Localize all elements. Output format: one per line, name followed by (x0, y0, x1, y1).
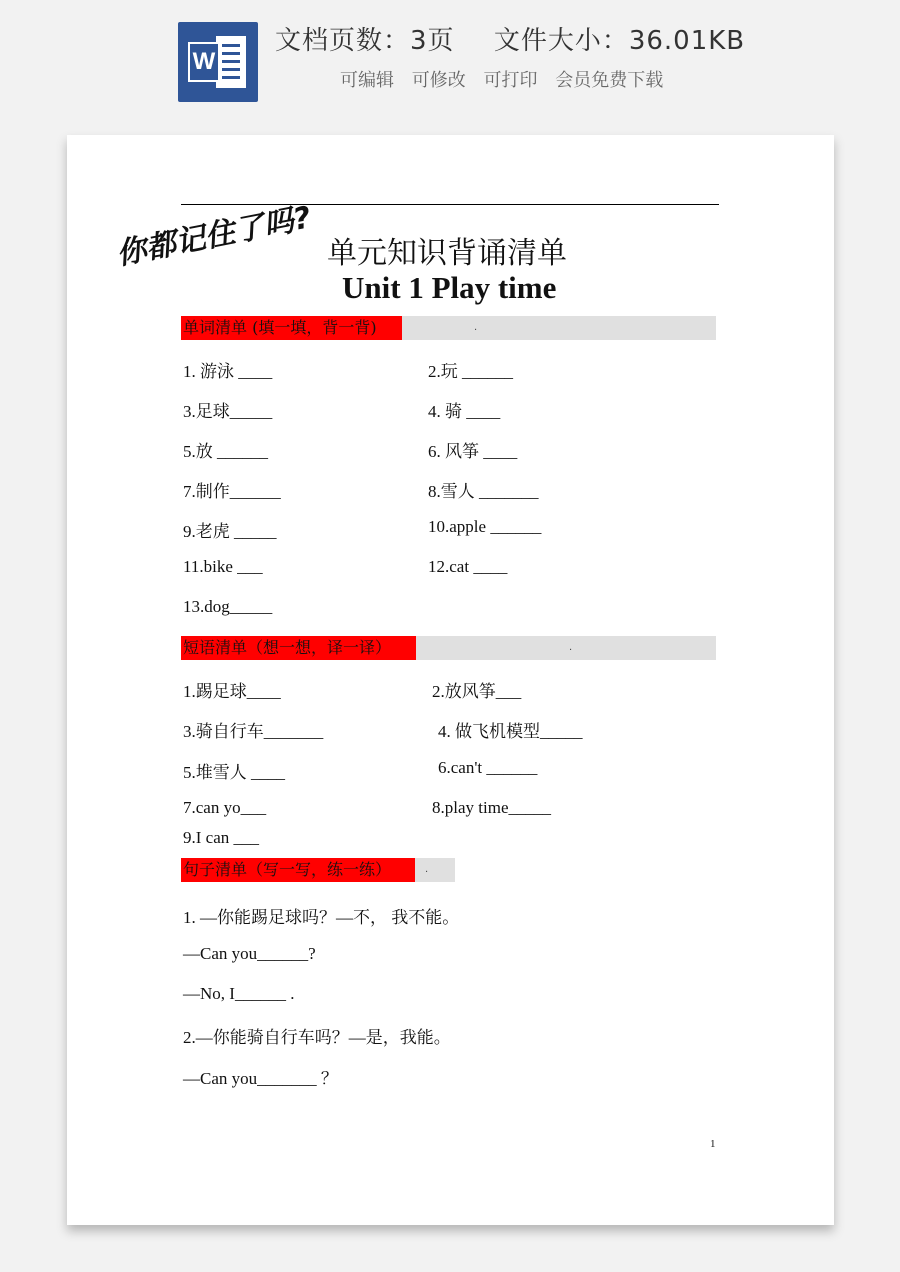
document-page (67, 135, 834, 1225)
word-item: 4. 骑 ____ (428, 402, 501, 421)
sentence-item: —No, I______ . (183, 984, 295, 1003)
phrase-item: 4. 做飞机模型_____ (438, 722, 583, 741)
word-item: 3.足球_____ (183, 402, 273, 421)
sentence-item: 2.—你能骑自行车吗？—是，我能。 (183, 1028, 451, 1047)
feature-list (340, 66, 663, 92)
phrase-item: 2.放风筝___ (432, 682, 522, 701)
reminder-stamp: 你都记住了吗? (113, 200, 314, 273)
phrase-item: 7.can yo___ (183, 798, 267, 817)
section-words-heading: 单词清单 (填一填，背一背) (181, 316, 402, 340)
word-item: 9.老虎 _____ (183, 522, 277, 541)
sentence-item: —Can you_______ ？ (183, 1069, 338, 1088)
feature-free-download: 会员免费下载 (555, 70, 664, 91)
phrase-item: 5.堆雪人 ____ (183, 763, 285, 782)
title-english: Unit 1 Play time (342, 270, 557, 305)
section-phrases-heading: 短语清单（想一想，译一译） (181, 636, 416, 660)
word-item: 2.玩 ______ (428, 362, 513, 381)
phrase-item: 6.can't ______ (438, 758, 538, 777)
word-item: 11.bike ___ (183, 557, 263, 576)
phrase-item: 1.踢足球____ (183, 682, 281, 701)
word-item: 1. 游泳 ____ (183, 362, 273, 381)
word-item: 13.dog_____ (183, 597, 273, 616)
sentence-item: —Can you______? (183, 944, 316, 963)
word-item: 5.放 ______ (183, 442, 268, 461)
section-sentences-bar: 句子清单（写一写，练一练） . (181, 858, 455, 882)
feature-printable: 可打印 (483, 70, 538, 91)
word-item: 6. 风筝 ____ (428, 442, 518, 461)
word-item: 12.cat ____ (428, 557, 508, 576)
sentence-item: 1. —你能踢足球吗？—不， 我不能。 (183, 908, 460, 927)
word-item: 7.制作______ (183, 482, 281, 501)
page-number: 1 (710, 1138, 716, 1150)
section-words-bar: 单词清单 (填一填，背一背) . (181, 316, 716, 340)
section-phrases-bar: 短语清单（想一想，译一译） . (181, 636, 716, 660)
file-stats (275, 20, 745, 57)
file-size: 文件大小：36.01KB (493, 26, 746, 56)
file-info-header (0, 0, 900, 130)
feature-modifiable: 可修改 (411, 70, 466, 91)
phrase-item: 8.play time_____ (432, 798, 551, 817)
phrase-item: 9.I can ___ (183, 828, 260, 847)
phrase-item: 3.骑自行车_______ (183, 722, 324, 741)
word-document-icon: W (178, 22, 258, 102)
title-chinese: 单元知识背诵清单 (327, 236, 567, 271)
word-item: 8.雪人 _______ (428, 482, 539, 501)
page-count: 文档页数：3页 (275, 26, 455, 56)
word-item: 10.apple ______ (428, 517, 542, 536)
feature-editable: 可编辑 (340, 70, 394, 91)
section-sentences-heading: 句子清单（写一写，练一练） (181, 858, 415, 882)
